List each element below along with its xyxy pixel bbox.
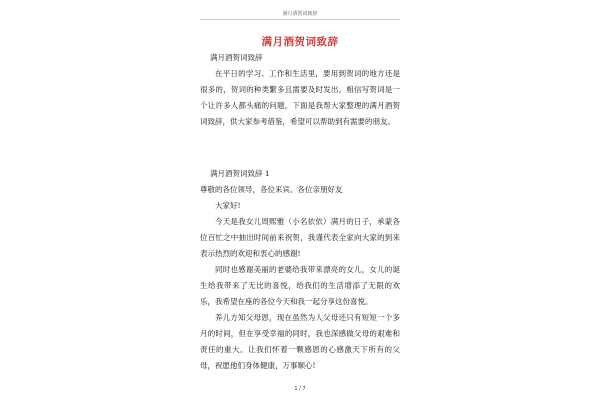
greeting: 大家好!: [215, 201, 241, 210]
salutation: 尊敬的各位领导，各位来宾、各位亲朋好友: [200, 185, 343, 194]
section-heading: 满月酒贺词致辞 1: [210, 169, 270, 178]
header-divider: [200, 19, 400, 20]
intro-section: [200, 50, 400, 130]
page-number: 1 / 7: [294, 386, 306, 392]
body-paragraph-1: 今天是我女儿周熙雅（小名依依）满月的日子，承蒙各位百忙之中抽出时间前来祝贺，我谨代表全家向大家的到来表示热烈的欢迎和衷心的感谢!: [200, 217, 400, 258]
intro-heading: 满月酒贺词致辞: [210, 53, 263, 62]
intro-paragraph: 在平日的学习、工作和生活里，要用到贺词的地方还是很多的，贺词的种类繁多且需要及时发出。相信写贺词是一个让许多人都头痛的问题，下面是我帮大家整理的满月酒贺词致辞，供大家参考借鉴，希望可以帮助到有需要的朋友。: [200, 69, 400, 126]
speech-section: [200, 166, 400, 374]
running-header: 满月酒贺词致辞: [282, 11, 318, 17]
body-paragraph-2: 同时也感谢美丽的老婆给我带来漂亮的女儿，女儿的诞生给我带来了无比的喜悦，给我们的生活增添了无限的欢乐，我希望在座的各位今天和我一起分享这份喜悦。: [200, 265, 400, 306]
document-title: 满月酒贺词致辞: [261, 36, 339, 48]
body-paragraph-3: 养儿方知父母恩，现在虽然为人父母还只有短短一个多月的时间，但在享受幸福的同时，我也深感做父母的艰难和责任的重大。让我们怀着一颗感恩的心感激天下所有的父母，祝愿他们身体健康，万事顺心!: [200, 313, 400, 370]
